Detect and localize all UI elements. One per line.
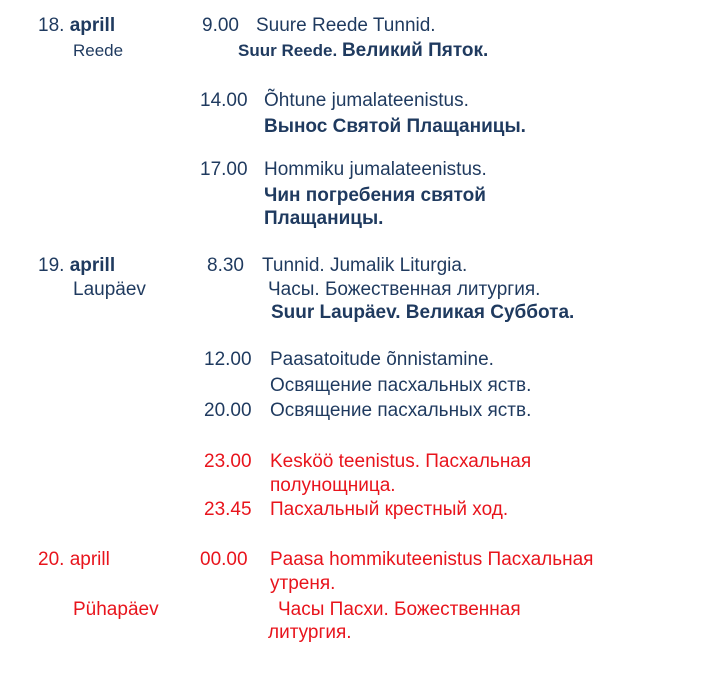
service-title-ru: Великий Пяток. xyxy=(341,40,489,61)
service-line: утреня. xyxy=(270,573,336,594)
date-month: aprill xyxy=(69,549,110,570)
day-weekday: Laupäev xyxy=(73,279,146,300)
service-line: Tunnid. Jumalik Liturgia. xyxy=(262,255,468,276)
service-title: Вынос Святой Плащаницы. xyxy=(264,116,526,137)
service-line: Hommiku jumalateenistus. xyxy=(264,159,487,180)
service-line: Освящение пасхальных яств. xyxy=(270,375,532,396)
date-day-number: 18. xyxy=(38,15,65,36)
day-date xyxy=(38,255,115,277)
service-line: Часы Пасхи. Божественная xyxy=(278,599,521,620)
service-time: 12.00 xyxy=(204,349,252,370)
service-line: Õhtune jumalateenistus. xyxy=(264,90,469,111)
day-weekday: Pühapäev xyxy=(73,599,159,620)
service-time: 17.00 xyxy=(200,159,248,180)
day-weekday: Reede xyxy=(73,41,124,60)
day-date xyxy=(38,549,110,571)
service-title: Suur Laupäev. Великая Суббота. xyxy=(271,302,575,323)
service-time: 14.00 xyxy=(200,90,248,111)
service-line: Освящение пасхальных яств. xyxy=(270,400,532,421)
day-date xyxy=(38,15,115,37)
service-time: 23.00 xyxy=(204,451,252,472)
service-line: Suure Reede Tunnid. xyxy=(256,15,436,36)
date-month: aprill xyxy=(69,255,116,276)
service-title-et: Suur Reede. xyxy=(238,41,338,60)
service-time: 20.00 xyxy=(204,400,252,421)
date-month: aprill xyxy=(69,15,116,36)
service-title: Плащаницы. xyxy=(264,208,384,229)
service-line: литургия. xyxy=(268,622,352,643)
service-line: Пасхальный крестный ход. xyxy=(270,499,509,520)
service-line: полунощница. xyxy=(270,475,396,496)
service-line: Paasa hommikuteenistus Пасхальная xyxy=(270,549,594,570)
date-day-number: 19. xyxy=(38,255,65,276)
service-line: Часы. Божественная литургия. xyxy=(268,279,541,300)
service-title: Чин погребения святой xyxy=(264,185,486,206)
service-line: Kesköö teenistus. Пасхальная xyxy=(270,451,532,472)
service-time: 8.30 xyxy=(207,255,244,276)
service-title xyxy=(238,40,488,62)
service-time: 00.00 xyxy=(200,549,248,570)
service-time: 9.00 xyxy=(202,15,239,36)
service-time: 23.45 xyxy=(204,499,252,520)
service-line: Paasatoitude õnnistamine. xyxy=(270,349,494,370)
date-day-number: 20. xyxy=(38,549,65,570)
